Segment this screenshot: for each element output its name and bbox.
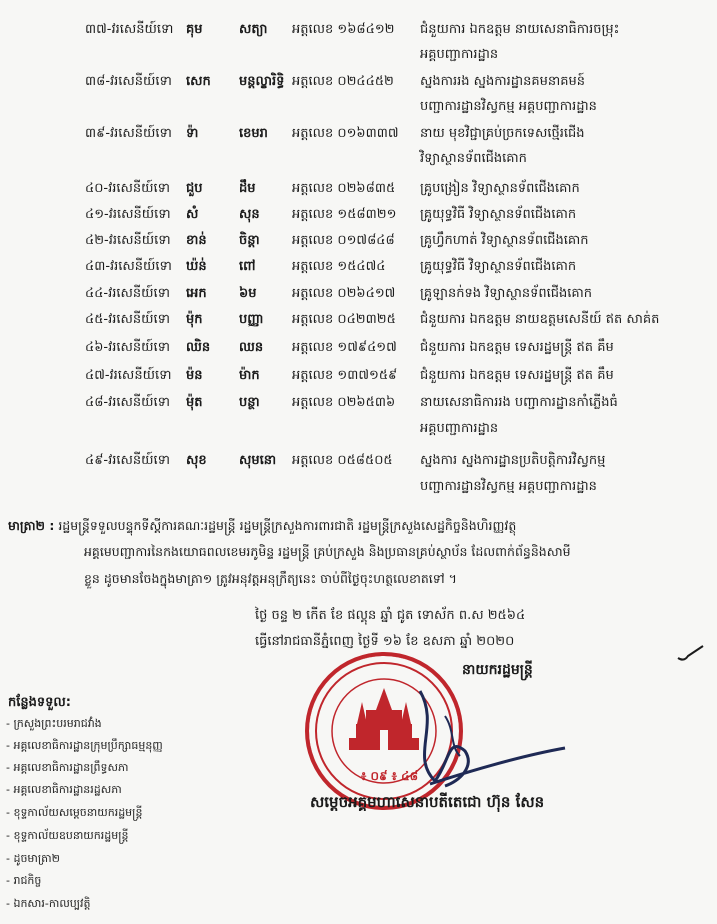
position: គ្រូយុទ្ធវិធី វិទ្យាស្ថានទ័ពជើងគោក (420, 207, 577, 222)
rank: ៤២-វរសេនីយ៍ទោ (85, 233, 171, 248)
officer-row-46 (0, 339, 717, 361)
rank: ៣៨-វរសេនីយ៍ទោ (85, 74, 172, 89)
family-name: សេក (186, 74, 211, 89)
id-number: អត្តលេខ ១៧៩៤១៧ (292, 340, 397, 355)
article-label: មាត្រា២ : (8, 518, 55, 533)
given-name: មន្តល្ខារិទ្ធិ (239, 74, 285, 89)
given-name: បន្ថា (239, 395, 260, 410)
position: គ្រូបង្រៀន វិទ្យាស្ថានទ័ពជើងគោក (420, 181, 580, 196)
given-name: ចិន្តា (239, 233, 260, 248)
family-name: សំ (186, 207, 199, 222)
officer-row-47 (0, 367, 717, 389)
family-name: ខាន់ (186, 233, 207, 248)
article-2-line-2: អគ្គមេបញ្ជាការនៃកងយោធពលខេមរភូមិន្ទ រដ្ឋមន្ត្រី គ្រប់ក្រសួង និងប្រធានគ្រប់ស្ថាប័ន ដែលពាក់ព័ន្ធនិងសាមី (84, 544, 571, 559)
family-name: អេក (186, 286, 207, 301)
checkmark-icon (676, 644, 706, 664)
id-number: អត្តលេខ ០៤២៣២៥ (292, 312, 396, 327)
rank: ៤១-វរសេនីយ៍ទោ (85, 207, 171, 222)
seal-number: ៖ ០៩ ៖ ៤៨ (361, 769, 419, 783)
rank: ៤៤-វរសេនីយ៍ទោ (85, 286, 170, 301)
position: ជំនួយការ ឯកឧត្តម ទេសរដ្ឋមន្ត្រី ឥត គឹម (420, 368, 614, 383)
position-continued: អគ្គបញ្ជាការដ្ឋាន (420, 47, 499, 62)
recipient-item: - ឯកសារ-កាលប្បវត្តិ (6, 897, 91, 910)
solar-date: ធ្វើនៅរាជធានីភ្នំពេញ ថ្ងៃទី ១៦ ខែ ឧសភា ឆ្នាំ ២០២០ (255, 634, 515, 649)
given-name: សុមនោ (239, 453, 277, 468)
recipient-item: - អគ្គលេខាធិការដ្ឋានព្រឹទ្ធសភា (6, 761, 129, 774)
family-name: ម៉ន (186, 368, 203, 383)
signatory-name: សម្តេចអគ្គមហាសេនាបតីតេជោ ហ៊ុន សែន (310, 793, 545, 811)
rank: ៤៩-វរសេនីយ៍ទោ (85, 453, 170, 468)
given-name: ខេមរា (239, 126, 268, 141)
id-number: អត្តលេខ ០២៦៨៣៥ (292, 181, 396, 196)
position: ស្នងការ ស្នងការដ្ឋានប្រតិបត្តិការវិស្វកម្ម (420, 453, 606, 468)
position: ស្នងការរង ស្នងការដ្ឋានគមនាគមន៍ (420, 74, 586, 89)
id-number: អត្តលេខ ០១៦៣៣៧ (292, 126, 399, 141)
recipient-item: - ក្រសួងព្រះបរមរាជវាំង (6, 717, 102, 730)
officer-row-44 (0, 285, 717, 307)
position-continued: បញ្ជាការដ្ឋានវិស្វកម្ម អគ្គបញ្ជាការដ្ឋាន (420, 99, 597, 114)
id-number: អត្តលេខ ០១៧៨៤៨ (292, 233, 395, 248)
rank: ៤៦-វរសេនីយ៍ទោ (85, 340, 170, 355)
recipient-item: - ខុទ្ទកាល័យឧបនាយករដ្ឋមន្ត្រី (6, 829, 129, 842)
officer-row-48 (0, 394, 717, 416)
position: ជំនួយការ ឯកឧត្តម ទេសរដ្ឋមន្ត្រី ឥត គឹម (420, 340, 614, 355)
position-continued: បញ្ជាការដ្ឋានវិស្វកម្ម អគ្គបញ្ជាការដ្ឋាន (420, 479, 597, 494)
signatory-title: នាយករដ្ឋមន្ត្រី (462, 662, 533, 678)
id-number: អត្តលេខ ១៣៧១៥៩ (292, 368, 398, 383)
given-name: សត្យា (239, 22, 268, 37)
position: នាយសេនាធិការរង បញ្ជាការដ្ឋានកាំភ្លើងធំ (420, 395, 618, 410)
rank: ៣៩-វរសេនីយ៍ទោ (85, 126, 172, 141)
officer-row-49 (0, 452, 717, 474)
article-2-line-1 (8, 518, 516, 537)
article-text: រដ្ឋមន្ត្រីទទួលបន្ទុកទីស្តីការគណៈរដ្ឋមន្ត្រី រដ្ឋមន្ត្រីក្រសួងការពារជាតិ រដ្ឋមន្ត្រីក្រសួងសេដ្ឋកិច្ចនិងហិរញ្ញវត្ថុ (58, 518, 517, 533)
recipient-item: - អគ្គលេខាធិការដ្ឋានក្រុមប្រឹក្សាធម្មនុញ្ញ (6, 739, 163, 752)
given-name: ពៅ (239, 259, 256, 274)
rank: ៤៧-វរសេនីយ៍ទោ (85, 368, 172, 383)
lunar-date: ថ្ងៃ ចន្ទ ២ កើត ខែ ផល្គុន ឆ្នាំ ជូត ទោស័ក ព.ស ២៥៦៤ (255, 608, 526, 623)
id-number: អត្តលេខ ០៥៨៥០៥ (292, 453, 393, 468)
officer-row-39 (0, 125, 717, 147)
family-name: ជួប (186, 181, 203, 196)
officer-row-37 (0, 21, 717, 43)
family-name: ម៉ុក (186, 312, 203, 327)
family-name: គុម (186, 22, 203, 37)
recipient-item: - អគ្គលេខាធិការដ្ឋានរដ្ឋសភា (6, 783, 122, 796)
rank: ៤៣-វរសេនីយ៍ទោ (85, 259, 172, 274)
rank: ៤៨-វរសេនីយ៍ទោ (85, 395, 170, 410)
recipient-item: - រាជកិច្ច (6, 874, 42, 887)
article-2-line-3: ខ្លួន ដូចមានចែងក្នុងមាត្រា១ ត្រូវអនុវត្តអនុក្រឹត្យនេះ ចាប់ពីថ្ងៃចុះហត្ថលេខាតទៅ ។ (84, 571, 457, 586)
family-name: ម៉ុត (186, 395, 203, 410)
officer-row-41 (0, 206, 717, 228)
recipients-heading: កន្លែងទទួល: (8, 695, 71, 710)
rank: ៣៧-វរសេនីយ៍ទោ (85, 22, 174, 37)
recipient-item: - ដូចមាត្រា២ (6, 852, 60, 865)
officer-row-43 (0, 258, 717, 280)
id-number: អត្តលេខ ១៥៨៣២១ (292, 207, 397, 222)
family-name: ឃ៉ន់ (186, 259, 207, 274)
recipient-item: - ខុទ្ទកាល័យសម្តេចនាយករដ្ឋមន្ត្រី (6, 806, 143, 819)
given-name: ៦ម (239, 286, 257, 301)
id-number: អត្តលេខ ០២៦៥៣៦ (292, 395, 396, 410)
rank: ៤៥-វរសេនីយ៍ទោ (85, 312, 170, 327)
officer-row-38 (0, 73, 717, 95)
officer-row-40 (0, 180, 717, 202)
position-continued: អគ្គបញ្ជាការដ្ឋាន (420, 421, 499, 436)
family-name: ទ៉ា (186, 126, 199, 141)
position: ជំនួយការ ឯកឧត្តម នាយសេនាធិការចម្រុះ (420, 22, 620, 37)
family-name: សុខ (186, 453, 207, 468)
family-name: ឈិន (186, 340, 211, 355)
officer-row-42 (0, 232, 717, 254)
officer-row-45 (0, 311, 717, 333)
position: ជំនួយការ ឯកឧត្តម នាយឧត្តមសេនីយ៍ ឥត សាគ់ត (420, 312, 660, 327)
given-name: ម៉ាក (239, 368, 260, 383)
given-name: សុន (239, 207, 260, 222)
position: គ្រូហ្វឹកហាត់ វិទ្យាស្ថានទ័ពជើងគោក (420, 233, 589, 248)
position: នាយ មុខវិជ្ជាគ្រប់ច្រកទេសថ្មើរជើង (420, 126, 585, 141)
position-continued: វិទ្យាស្ថានទ័ពជើងគោក (420, 151, 527, 166)
id-number: អត្តលេខ ០២៤៤៥២ (292, 74, 394, 89)
given-name: ដឹម (239, 181, 256, 196)
given-name: បញ្ញា (239, 312, 264, 327)
id-number: អត្តលេខ ០២៦៤១៧ (292, 286, 396, 301)
rank: ៤០-វរសេនីយ៍ទោ (85, 181, 170, 196)
id-number: អត្តលេខ ១៦៨៤១២ (292, 22, 395, 37)
position: គ្រូយុទ្ធវិធី វិទ្យាស្ថានទ័ពជើងគោក (420, 259, 577, 274)
position: គ្រូឡានក់ទង វិទ្យាស្ថានទ័ពជើងគោក (420, 286, 592, 301)
handwritten-signature (390, 686, 570, 796)
given-name: ឈន (239, 340, 264, 355)
id-number: អត្តលេខ ១៥៤៧៤ (292, 259, 386, 274)
